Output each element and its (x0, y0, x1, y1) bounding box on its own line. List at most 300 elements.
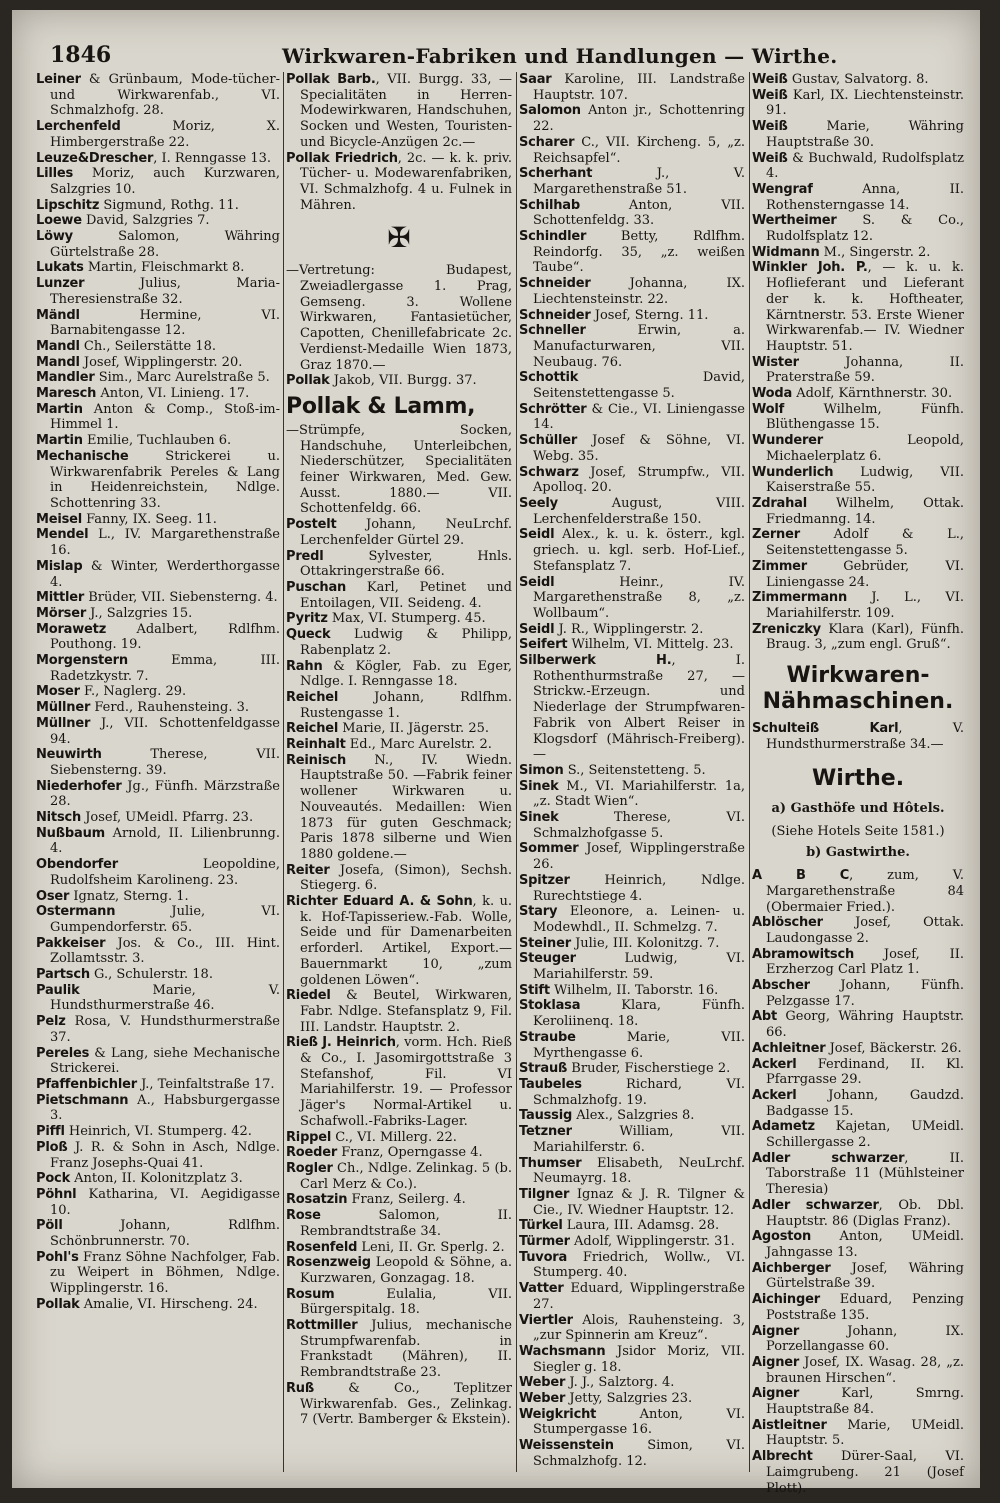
entry-details: Simon, VI. Schmalzhofg. 12. (533, 1438, 745, 1469)
directory-entry (286, 1240, 512, 1256)
directory-entry (286, 659, 512, 690)
entry-details: Ferdinand, II. Kl. Pfarrgasse 29. (766, 1056, 964, 1088)
entry-details: Salomon, II. Rembrandtstraße 34. (300, 1208, 512, 1239)
entry-name: Ostermann (36, 904, 116, 920)
entry-details: Franz Söhne Nachfolger, Fab. zu Weipert in Böhmen, Ndlge. Wipplingerstr. 16. (50, 1249, 280, 1297)
entry-name: Meisel (36, 511, 83, 527)
entry-name: Seidl (519, 621, 555, 637)
directory-entry (519, 936, 745, 952)
page-header (12, 24, 980, 68)
entry-details: Johann, Fünfh. Pelzgasse 17. (766, 978, 964, 1009)
entry-name: Queck (286, 627, 331, 643)
entry-name: Zerner (752, 527, 800, 543)
entry-details: Salomon, Währing Gürtelstraße 28. (50, 229, 280, 260)
entry-details: A., Habsburgergasse 3. (50, 1092, 280, 1124)
directory-entry (519, 810, 745, 841)
entry-details: S., Seitenstetteng. 5. (563, 762, 706, 778)
directory-entry (752, 182, 964, 213)
directory-entry (519, 1407, 745, 1438)
entry-name: Mändl (36, 307, 80, 323)
entry-details: J. L., VI. Mariahilferstr. 109. (766, 590, 964, 621)
entry-name: Wachsmann (519, 1343, 606, 1359)
running-title: Wirkwaren-Fabriken und Handlungen — Wirthe. (282, 44, 838, 68)
directory-entry (519, 308, 745, 324)
directory-entry (36, 1250, 280, 1297)
directory-entry (36, 983, 280, 1014)
double-eagle-emblem: ✠ (387, 221, 411, 255)
entry-name: Weiß (752, 150, 788, 166)
directory-entry (36, 889, 280, 905)
entry-name: Paulik (36, 982, 80, 998)
entry-name: Ackerl (752, 1087, 797, 1103)
entry-details: Johanna, II. Praterstraße 59. (766, 354, 964, 386)
directory-entry (519, 1077, 745, 1108)
entry-details: Ed., Marc Aurelstr. 2. (345, 737, 492, 753)
column-divider (283, 72, 284, 1472)
entry-details: Josef, Strumpfw., VII. Apolloq. 20. (533, 464, 745, 496)
directory-entry (752, 590, 964, 621)
entry-details: Katharina, VI. Aegidigasse 10. (50, 1186, 280, 1218)
entry-details: Julie, III. Kolonitzg. 7. (570, 935, 720, 951)
entry-details: Wilhelm, VI. Mittelg. 23. (567, 637, 734, 653)
entry-name: Aigner (752, 1386, 800, 1402)
directory-entry (36, 684, 280, 700)
directory-entry (36, 449, 280, 512)
entry-details: N., IV. Wiedn. Hauptstraße 50. —Fabrik feiner wollener Wirkwaren u. Nouveautés. Medaillen: Wien 1873 für guten Geschmack; Paris 1878 silberne und Wien 1880 goldene.— (300, 752, 512, 862)
entry-details: Adolf, Kärnthnerstr. 30. (792, 386, 953, 402)
directory-entry (36, 653, 280, 684)
entry-name: Pöll (36, 1218, 63, 1234)
directory-entry (36, 1187, 280, 1218)
directory-entry (36, 119, 280, 150)
entry-name: Pöhnl (36, 1186, 77, 1202)
entry-details: Jg., Fünfh. Märzstraße 28. (50, 778, 280, 810)
page-number: 1846 (50, 42, 112, 68)
directory-entry (36, 606, 280, 622)
entry-details: & Grünbaum, Mode-tücher- und Wirkwarenfab., VI. Schmalzhofg. 28. (50, 72, 280, 119)
directory-entry (752, 622, 964, 653)
entry-details: Julie, VI. Gumpendorferstr. 65. (50, 904, 280, 935)
directory-entry (752, 1057, 964, 1088)
directory-entry (36, 622, 280, 653)
entry-details: August, VIII. Lerchenfelderstraße 150. (533, 495, 745, 527)
entry-details: Ludwig, VI. Mariahilferstr. 59. (533, 951, 745, 983)
directory-entry (36, 1093, 280, 1124)
entry-details: Josef, Ottak. Laudongasse 2. (766, 915, 964, 946)
entry-name: Postelt (286, 517, 337, 533)
directory-entry (36, 779, 280, 810)
entry-details: Ludwig, VII. Kaiserstraße 55. (766, 464, 964, 496)
entry-name: Saar (519, 72, 552, 87)
directory-entry (36, 1140, 280, 1171)
directory-entry (519, 763, 745, 779)
directory-entry (286, 611, 512, 627)
entry-details: Anton & Comp., Stoß-im-Himmel 1. (50, 401, 280, 433)
entry-details: Karl, Petinet und Entoilagen, VII. Seideng. 4. (300, 579, 512, 611)
entry-name: Partsch (36, 967, 90, 983)
entry-details: Wilhelm, Fünfh. Blüthengasse 15. (766, 401, 964, 433)
entry-details: Friedrich, Wollw., VI. Stumperg. 40. (533, 1249, 745, 1281)
directory-entry (752, 1119, 964, 1150)
entry-details: Eduard, Wipplingerstraße 27. (533, 1281, 745, 1312)
entry-name: Wister (752, 354, 799, 370)
entry-details: , k. u. k. Hof-Tapisseriew.-Fab. Wolle, Seide und für Damenarbeiten erforderl. Artikel, Export.— Bauernmarkt 10, „zum goldenen Löwen“. (300, 894, 512, 988)
entry-name: Morawetz (36, 621, 107, 637)
entry-name: Tetzner (519, 1124, 572, 1140)
directory-entry (36, 370, 280, 386)
entry-list (752, 72, 964, 653)
entry-name: Loewe (36, 213, 82, 229)
entry-name: Reiter (286, 862, 330, 878)
entry-name: Spitzer (519, 872, 570, 888)
directory-entry (752, 1229, 964, 1260)
entry-details: , vorm. Hch. Rieß & Co., I. Jasomirgottstraße 3 Stefanshof, Fil. VI Mariahilferstr. 19. — Professor Jäger's Normal-Artikel u. Schafwoll.-Fabriks-Lager. (300, 1035, 512, 1129)
entry-name: Lipschitz (36, 197, 100, 213)
entry-details: Jsidor Moriz, VII. Siegler g. 18. (533, 1343, 745, 1375)
entry-details: Karoline, III. Landstraße Hauptstr. 107. (533, 72, 745, 103)
directory-entry (286, 863, 512, 894)
entry-name: Weber (519, 1375, 566, 1391)
entry-name: Wolf (752, 401, 785, 417)
entry-details: Alex., Salzgries 8. (572, 1108, 695, 1124)
column-divider (516, 72, 517, 1472)
entry-name: Mandl (36, 338, 80, 354)
directory-entry (752, 1386, 964, 1417)
entry-details: C., VII. Kircheng. 5, „z. Reichsapfel“. (533, 134, 745, 166)
columns-area (34, 66, 965, 1496)
entry-name: Zdrahal (752, 495, 807, 511)
entry-name: Oser (36, 888, 70, 904)
entry-name: Adametz (752, 1119, 815, 1135)
entry-details: Julius, mechanische Strumpfwarenfab. in Frankstadt (Mähren), II. Rembrandtstraße 23. (300, 1318, 512, 1381)
entry-name: Schulteiß Karl (752, 721, 899, 737)
entry-details: Josef, Wipplingerstraße 26. (533, 841, 745, 873)
entry-details: Leopoldine, Rudolfsheim Karolineng. 23. (50, 857, 280, 888)
entry-details: Kajetan, UMeidl. Schillergasse 2. (766, 1119, 964, 1151)
entry-details: & Co., Teplitzer Wirkwarenfab. Ges., Zelinkag. 7 (Vertr. Bamberger & Ekstein). (300, 1380, 512, 1428)
directory-entry (519, 1156, 745, 1187)
entry-name: Wengraf (752, 181, 813, 197)
directory-entry (36, 229, 280, 260)
entry-name: Morgenstern (36, 653, 128, 669)
entry-details: Sim., Marc Aurelstraße 5. (94, 370, 270, 386)
entry-details: Martin, Fleischmarkt 8. (83, 260, 245, 276)
directory-entry (519, 1344, 745, 1375)
entry-name: Mechanische (36, 448, 129, 464)
entry-list (286, 373, 512, 389)
directory-page (12, 10, 980, 1496)
entry-name: Wertheimer (752, 213, 837, 229)
directory-entry (36, 747, 280, 778)
entry-name: Rippel (286, 1129, 332, 1145)
entry-name: Wunderlich (752, 464, 834, 480)
directory-entry (286, 988, 512, 1035)
entry-details: Adolf, Wipplingerstr. 31. (569, 1234, 735, 1250)
entry-details: Anton, VI. Linieng. 17. (96, 386, 250, 402)
entry-name: Taussig (519, 1108, 573, 1124)
entry-list (286, 72, 512, 213)
entry-details: Marie, Währing Hauptstraße 30. (766, 119, 964, 150)
directory-entry (519, 1250, 745, 1281)
directory-entry (519, 135, 745, 166)
directory-entry (36, 433, 280, 449)
entry-name: Nußbaum (36, 825, 105, 841)
entry-name: Löwy (36, 229, 73, 245)
entry-details: Elisabeth, NeuLrchf. Neumayrg. 18. (533, 1155, 745, 1187)
entry-name: Rose (286, 1208, 321, 1224)
entry-name: Lukats (36, 260, 84, 276)
entry-details: Sylvester, Hnls. Ottakringerstraße 66. (300, 548, 512, 580)
entry-name: Steuger (519, 951, 576, 967)
entry-name: Aichinger (752, 1292, 820, 1308)
display-advertiser-text: —Strümpfe, Socken, Handschuhe, Unterleibchen, Niederschützer, Specialitäten feiner Wirkwaren, Med. Gew. Ausst. 1880.— VII. Schottenfeldg. 66. (286, 422, 512, 517)
entry-list (752, 721, 964, 752)
entry-name: Martin (36, 401, 83, 417)
entry-name: Aistleitner (752, 1417, 827, 1433)
directory-entry (519, 527, 745, 574)
entry-name: Steiner (519, 935, 571, 951)
section-heading-naehmaschinen: Wirkwaren-Nähmaschinen. (762, 663, 954, 715)
directory-entry (286, 894, 512, 988)
directory-entry (36, 716, 280, 747)
directory-entry (752, 527, 964, 558)
entry-details: F., Naglerg. 29. (79, 684, 187, 700)
entry-details: J. J., Salztorg. 4. (565, 1375, 675, 1391)
entry-details: Leni, II. Gr. Sperlg. 2. (357, 1239, 505, 1255)
directory-entry (519, 1313, 745, 1344)
subsection-heading-gastwirthe: b) Gastwirthe. (806, 845, 910, 861)
directory-entry (519, 1375, 745, 1391)
entry-name: Ruß (286, 1380, 315, 1396)
entry-name: Stary (519, 904, 558, 920)
entry-name: Ablöscher (752, 915, 823, 931)
entry-name: Neuwirth (36, 747, 102, 763)
entry-name: Pakkeiser (36, 935, 106, 951)
entry-name: Maresch (36, 386, 97, 402)
directory-entry (36, 936, 280, 967)
directory-entry (519, 841, 745, 872)
entry-details: Anton, VII. Schottenfeldg. 33. (533, 197, 745, 229)
entry-name: Agoston (752, 1229, 812, 1245)
directory-entry (36, 198, 280, 214)
entry-name: Stift (519, 982, 550, 998)
entry-name: Ploß (36, 1139, 68, 1155)
directory-entry (519, 998, 745, 1029)
directory-entry (286, 753, 512, 863)
entry-name: Mandl (36, 354, 80, 370)
entry-name: Salomon (519, 103, 581, 119)
entry-details: M., VI. Mariahilferstr. 1a, „z. Stadt Wien“. (533, 778, 745, 810)
entry-name: Pollak Friedrich (286, 150, 398, 166)
directory-entry (36, 308, 280, 339)
entry-name: Sommer (519, 841, 579, 857)
entry-details: , 2c. — k. k. priv. Tücher- u. Modewarenfabriken, VI. Schmalzhofg. 4 u. Fulnek in Mähren. (300, 150, 512, 213)
entry-name: Winkler Joh. P. (752, 260, 868, 276)
entry-name: Niederhofer (36, 778, 122, 794)
directory-entry (519, 370, 745, 401)
directory-entry (36, 559, 280, 590)
entry-details: Johann, NeuLrchf. Lerchenfelder Gürtel 29. (300, 517, 512, 548)
directory-entry (752, 402, 964, 433)
entry-details: Ignaz & J. R. Tilgner & Cie., IV. Wiedner Hauptstr. 12. (533, 1186, 745, 1218)
entry-details: Anton, VI. Stumpergasse 16. (533, 1406, 745, 1438)
entry-details: L., IV. Margarethenstraße 16. (50, 527, 280, 559)
column-2 (286, 72, 512, 1472)
entry-name: Weber (519, 1391, 566, 1407)
directory-entry (36, 1171, 280, 1187)
entry-name: Schrötter (519, 401, 587, 417)
entry-details: Wilhelm, Ottak. Friedmanng. 14. (766, 495, 964, 527)
directory-entry (519, 1124, 745, 1155)
entry-details: J., V. Margarethenstraße 51. (533, 166, 745, 197)
directory-entry (752, 1449, 964, 1496)
entry-details: M., Singerstr. 2. (819, 244, 931, 260)
entry-name: Pereles (36, 1045, 90, 1061)
entry-name: Silberwerk H. (519, 653, 672, 669)
entry-details: Richard, VI. Schmalzhofg. 19. (533, 1077, 745, 1108)
entry-name: Seidl (519, 527, 555, 543)
entry-details: , VII. Burgg. 33, —Specialitäten in Herren-Modewirkwaren, Handschuhen, Socken und Westen, Touristen- und Bicycle-Anzügen 2c.— (300, 72, 512, 150)
entry-name: Nitsch (36, 810, 82, 826)
directory-entry (286, 690, 512, 721)
entry-name: Seidl (519, 574, 555, 590)
entry-name: Weiß (752, 87, 788, 103)
entry-details: Gebrüder, VI. Liniengasse 24. (766, 558, 964, 590)
entry-details: Alois, Rauhensteing. 3, „zur Spinnerin am Kreuz“. (533, 1312, 745, 1344)
directory-entry (36, 700, 280, 716)
entry-name: Piffl (36, 1124, 65, 1140)
entry-list (752, 868, 964, 1496)
directory-entry (286, 1318, 512, 1381)
entry-name: Müllner (36, 715, 91, 731)
entry-details: , V. Hundsthurmerstraße 34.— (766, 721, 965, 752)
entry-details: Johann, Rdlfhm. Schönbrunnerstr. 70. (50, 1218, 280, 1250)
directory-entry (519, 951, 745, 982)
entry-name: Riedel (286, 988, 331, 1004)
directory-entry (519, 166, 745, 197)
entry-details: Amalie, VI. Hirscheng. 24. (79, 1296, 258, 1312)
entry-details: Ch., Ndlge. Zelinkag. 5 (b. Carl Merz & Co.). (300, 1161, 512, 1192)
entry-name: Schindler (519, 229, 587, 245)
directory-entry (36, 590, 280, 606)
entry-details: Dürer-Saal, VI. Laimgrubeng. 21 (Josef Plott). (766, 1449, 964, 1496)
directory-entry (752, 1009, 964, 1040)
directory-entry (519, 103, 745, 134)
directory-entry (36, 402, 280, 433)
directory-entry (519, 72, 745, 103)
directory-entry (519, 637, 745, 653)
entry-details: Josef, II. Erzherzog Carl Platz 1. (766, 946, 964, 978)
entry-details: Leopold & Söhne, a. Kurzwaren, Gonzagag. 18. (300, 1255, 512, 1286)
entry-details: Leopold, Michaelerplatz 6. (766, 433, 964, 464)
entry-details: Johann, Gaudzd. Badgasse 15. (766, 1087, 964, 1119)
entry-details: Anton, UMeidl. Jahngasse 13. (766, 1229, 964, 1260)
entry-details: Ludwig & Philipp, Rabenplatz 2. (300, 627, 512, 658)
directory-entry (286, 580, 512, 611)
entry-name: Roeder (286, 1145, 338, 1161)
entry-name: Martin (36, 433, 83, 449)
entry-name: Strauß (519, 1061, 568, 1077)
directory-entry (752, 1151, 964, 1198)
entry-details: S. & Co., Rudolfsplatz 12. (766, 213, 964, 245)
directory-entry (752, 151, 964, 182)
entry-details: Wilhelm, II. Taborstr. 16. (549, 982, 719, 998)
directory-entry (286, 737, 512, 753)
display-advertiser-name: Pollak & Lamm, (286, 393, 476, 419)
directory-entry (36, 1014, 280, 1045)
directory-entry (36, 276, 280, 307)
entry-details: Emilie, Tuchlauben 6. (82, 433, 232, 449)
entry-name: Aigner (752, 1354, 800, 1370)
entry-name: Pollak (36, 1296, 80, 1312)
directory-entry (519, 496, 745, 527)
directory-entry (286, 549, 512, 580)
directory-entry (36, 810, 280, 826)
directory-entry (286, 517, 512, 548)
directory-entry (36, 213, 280, 229)
directory-entry (519, 402, 745, 433)
directory-entry (286, 1255, 512, 1286)
directory-entry (752, 119, 964, 150)
entry-name: Türkel (519, 1218, 563, 1234)
directory-entry (36, 1218, 280, 1249)
entry-details: Anton jr., Schottenring 22. (533, 103, 745, 135)
entry-details: Ignatz, Sterng. 1. (69, 888, 189, 904)
directory-entry (519, 983, 745, 999)
entry-name: Vatter (519, 1281, 564, 1297)
entry-name: Straube (519, 1029, 576, 1045)
entry-details: & Lang, siehe Mechanische Strickerei. (50, 1045, 280, 1077)
directory-entry (286, 1208, 512, 1239)
entry-name: Pohl's (36, 1249, 79, 1265)
entry-name: Schneider (519, 276, 591, 292)
entry-details: Julius, Maria-Theresienstraße 32. (50, 276, 280, 307)
entry-name: Pfaffenbichler (36, 1077, 137, 1092)
entry-name: A B C (752, 868, 850, 884)
directory-entry (36, 512, 280, 528)
entry-name: Sinek (519, 810, 559, 826)
entry-name: Simon (519, 762, 564, 778)
directory-entry (36, 166, 280, 197)
directory-entry (286, 151, 512, 214)
section-heading-wirthe: Wirthe. (811, 766, 905, 792)
directory-entry (519, 198, 745, 229)
subsection-note: (Siehe Hotels Seite 1581.) (771, 824, 945, 840)
directory-entry (752, 559, 964, 590)
directory-entry (36, 260, 280, 276)
entry-name: Rosatzin (286, 1192, 348, 1208)
entry-details: Marie, VII. Myrthengasse 6. (533, 1029, 745, 1061)
directory-entry (752, 1041, 964, 1057)
entry-details: Franz, Operngasse 4. (337, 1145, 483, 1161)
entry-details: Eulalia, VII. Bürgerspitalg. 18. (300, 1286, 512, 1318)
entry-name: Türmer (519, 1234, 570, 1250)
entry-list (519, 72, 745, 1470)
entry-name: Rottmiller (286, 1318, 358, 1334)
directory-entry (36, 967, 280, 983)
directory-entry (519, 229, 745, 276)
entry-name: Reinhalt (286, 737, 346, 753)
entry-details: J., VII. Schottenfeldgasse 94. (50, 715, 280, 747)
entry-name: Mandler (36, 370, 95, 386)
entry-details: , I. Rothenthurmstraße 27, —Strickw.-Erzeugn. und Niederlage der Strumpfwaren-Fabrik von Albert Reiser in Klogsdorf (Mährisch-Freiberg).— (533, 653, 745, 763)
entry-name: Schilhab (519, 197, 580, 213)
entry-name: Lunzer (36, 276, 85, 292)
subsection-heading-hotels: a) Gasthöfe und Hôtels. (771, 801, 945, 817)
directory-entry (752, 1418, 964, 1449)
entry-name: Viertler (519, 1312, 573, 1328)
directory-entry (519, 1391, 745, 1407)
